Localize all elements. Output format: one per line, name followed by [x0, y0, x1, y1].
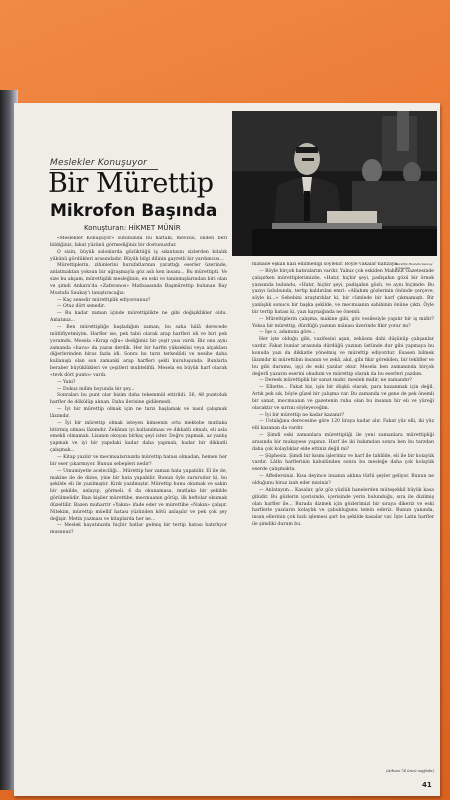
section-label: Meslekler Konuşuyor	[50, 158, 148, 168]
paragraph: — Bu kadar zaman içinde mürettiplikte ne gibi değişiklikler oldu. Anlatınız...	[50, 311, 227, 324]
headline: Bir Mürettip	[48, 168, 214, 199]
byline-author: HİKMET MÜNİR	[128, 224, 181, 232]
paragraph: mahalle eşkâli kâzı edilmediği söylenir. Böyle vakalar hafızaya.	[252, 262, 399, 267]
paragraph: — Affedersiniz. Kısa deyince insanın aklına türlü şeyler geliyor. Bunun ne olduğunu biraz izah eder misiniz?	[252, 474, 434, 486]
byline	[84, 224, 181, 232]
paragraph: Her işte olduğu gibi, vazifesini aşan, zekâsını dahi düşünüp çalışanlar vardır. Fakat bunlar arasında dürdüğü yazının üstünde dur gibi yapmaya bu konuda yazı da dikkatle yönelmiş ve mürettip ediyordur. Esasen bilmek lâzımdır ki mürettibin insanın ve zekâ, akıl, gibi fikir görebilen, bir teklifler ve bu gibi durumu, işçi de eski yazılar okur. Mesela ben zamanında birçok değerli yazarın eserini okudum ve mürettip olarak da bu eserleri yazdım.	[252, 337, 434, 377]
paragraph: — Meslek hayatınızda hiçbir hatlar gelmiş bir tertip hatası hatırlıyor musunuz?	[50, 523, 227, 536]
page-number: 41	[422, 781, 432, 789]
article-column-right	[252, 262, 434, 774]
magazine-page	[14, 103, 440, 796]
paragraph: — Dereek mürettiplik bir sanat mıdır, meslek midir, ne zamandır?	[259, 378, 412, 384]
paragraph: — Ustalığına derecesine göre 120 liraya kadar alır. Fakat yüz elli, iki yüz elli kazanan da vardır.	[252, 419, 434, 432]
paragraph: — Böyle birçok hatıralarım vardır. Yalnız çok eskiden Mahmut Gazetesinde çalışırken mürettiplerimizde, «Hatır, hiçbir şeyi, padişahın gözü bir örnek yazısında bulundu, «Hatır, hiçbir şeyi, padişahın gözü, ve aynı biçimde: Bu yazıyı üslubunda, tertip kaldırılan emri: «Allahım gözlerinin önünde çerçeve, söyle ki...» Sebebini araştırdılar ki, bir cümlede bir harf çıkmamıştı. Bir yanlışlık sonucu bir başka şekilde, ve mecmuanın sahibinin önüne çıktı. Öyle bir tertip hatası ki, yazı kaynağında ne önemli.	[252, 268, 434, 315]
paragraph: — Ben mürettipliğe başladığım zaman, bu saha hâlâ derecede mütlifiyetmiyim. Harfler ise, pek tabii olarak arap harfleri idi ve biri pek yorumdu. Mesela «Kırap oğlu» dediğimiz bir çeşit yası vardı. Biz ona aynı zamanda «hava» da yazısı derdik. Her bir harfin yükseklisi veya alçaklası diğerlerinden biraz fazla idi. Sonra bu tarzı terkedildi ve nesihe daha kullanışlı olan son zamanki arap harfleri şekli kuruluşunda. Bunlarla beraber büyüklükleri ve çeşitleri muhtelifdi. Mesela en büyük harf olarak «tevk dört punto» vardı.	[50, 324, 227, 378]
paragraph: — İşe o, adamına göre...	[259, 330, 316, 336]
paragraph: — Dokuz milim boyunda bir şey...	[57, 386, 135, 392]
paragraph: O sizin, büyük salonlarda gözüktüğü iş sıkıntısını sizlerden kıtalık yükünü gördükleri arasındadır. Büyük bilgi dilinin gayretli bir yardımcısı...	[50, 249, 227, 262]
paragraph: «Meslekler Konuşuyor» sütununda bu haftaki, mevzuu, önden beri bildiğiniz, fakat yüzünü görmediğiniz bir dostunuzdur.	[50, 236, 227, 248]
paragraph: — Elbette... Fakat biz, işin bir düşkü olarak, para kazanmak için değil. Artık pek sık, böyle güzel bir çalışma var. Bu zamanda ve gene de pek önemli bir sanat, mecmuanın ve gazetenin ruhu olan bu insanın bir eli ve yüreği olacaktır ve sırrını söyleyeceğim.	[252, 385, 434, 411]
article-photo	[232, 111, 437, 256]
paragraph: — Şimdi eski zamanlara mürettipliği ile yeni zamanlara mürettipliği arasında bir mukayese yapınız. Harf ile iki bakımdan sonra ben bu tarzdan daha çok kolaylıklar elde ettiniz değil mi?	[252, 433, 434, 452]
paragraph: — Anlatayım... Kasalar, göz göz yüzlük hanelerden müteşekkil büyük kasa gibidir. Bu gözlerin içerisinde, içerisinde yerin bulunduğu, sıra ile dizilmiş olan harfler ile... Burada dizmek için gözlerimizi bir sıraya dikeriz ve eski harflerle yazıların kolaylık ve çabukluğunu temin ederiz. Bunun yanında, insan ellerinin çok hızlı işlemesi şart bu şekilde kasalar var. İşte Latin harfler ile şimdiki durum bu.	[252, 487, 434, 528]
paragraph: Sonraları bu punt olar bizim daha tekemmül ettirildi. 36, 48 puntoluk harfler de dökülüp alınan. Daha ilerisine gidilemedi.	[50, 393, 227, 406]
paragraph: — Otuz dört senedir.	[57, 304, 106, 310]
paragraph: Mürettiplerin, zihinlerini hurufatlarının yarattığı eserler üzerinde, anlatmaktan yoksun bir uğraşmayla göz aslı ken insanı... Bu mürettipti. Ve size bu akşam, mürettiplik mesleğinin, en eski ve tanınmışlarından biri olan ve şimdi Ankara'da «Zaferanos» Matbaasında Başmürettip bulunan Bay Mustafa Saukay'ı tanıştıracağız:	[50, 263, 227, 296]
printer-photo-illustration	[232, 111, 437, 256]
paragraph: — Kaç senedir mürettiplik ediyorsunuz?	[57, 297, 151, 303]
paragraph: — İyi bir mürettip olmak isteyen kimsenin orta mektebe mutlaka bitirmiş olması lâzımdır. Zekânın iyi kullanılması ve dikkatli olmalı, eli asla emekli olmamalı. Lisanın okuyan birkaç şeyi ister. Doğru yapmak, az yanlış yapmak ve iyi bir yapıdaki kadar daha yapmalı, kadar bir dikkatli çalışmak...	[50, 420, 227, 454]
continued-note: (Arkası 74 üncü sayfada)	[386, 768, 434, 773]
paragraph: — Mürettiplerin çalışma, makine gibi, göz vesilesiyle yapılır bir iş midir? Yoksa bir mürettip, dürdüğü yazının mânası üzerinde fikir yorar mı?	[252, 316, 434, 329]
paragraph: — İyi bir mürettip ne kadar kazanır?	[259, 412, 345, 418]
subheadline: Mikrofon Başında	[50, 201, 218, 221]
paragraph: — Şüphesiz. Şimdi bir kısmı işlerimiz ve harf ile tahlilde, eli ile bir kolaylık vardır. Lâtin harflerinin kabulünden sonra bu mesleğe daha çok kolaylık eserde çalışmakta.	[252, 453, 434, 473]
paragraph: — Kitap yazılır ve mecmualarınızda mürettip hatası olmadan, hemen her bir eser çıkarmıyor. Bunun sebepleri nedir?	[50, 455, 227, 467]
photo-caption: Mürettip Mustafa Saukay iş başında	[395, 262, 433, 270]
byline-prefix: Konuşturan:	[84, 224, 127, 232]
paragraph: — Yani?	[57, 379, 76, 385]
article-column-left	[50, 236, 227, 776]
paragraph: — Umumiyetle aceleciliği... Mürettip her zaman hata yapabilir. El ile de, makine ile de dizse, yine bir hata yapabilir. Bunun öyle zarurudur ki, bu şekilde eli ile yazılmıştır. Kırık yazılmıştır. Mürettip bunu okumak ve sakin bir şekilde, anlayıp, görmeli. 6 da okunamasa, mutlaka bir şekilde görülmelidir. Bazı kişiler mürettibe, mecmuanın görüp, ilk heftolar okumak düzeltilir. Bazen muharrir «Yakın» ifade eder ve mürettibe «Nakın» çalışır. Nitekim, mürettip müellif hatası yüzünden kötü anlaşılır ve pek çok şey değişir. Metin yazması ve kitaplarda her ne...	[50, 468, 227, 522]
paragraph: — İyi bir mürettip olmak için ne tarzı başlamak ve nasıl çalışmak lâzımdır.	[50, 407, 227, 419]
